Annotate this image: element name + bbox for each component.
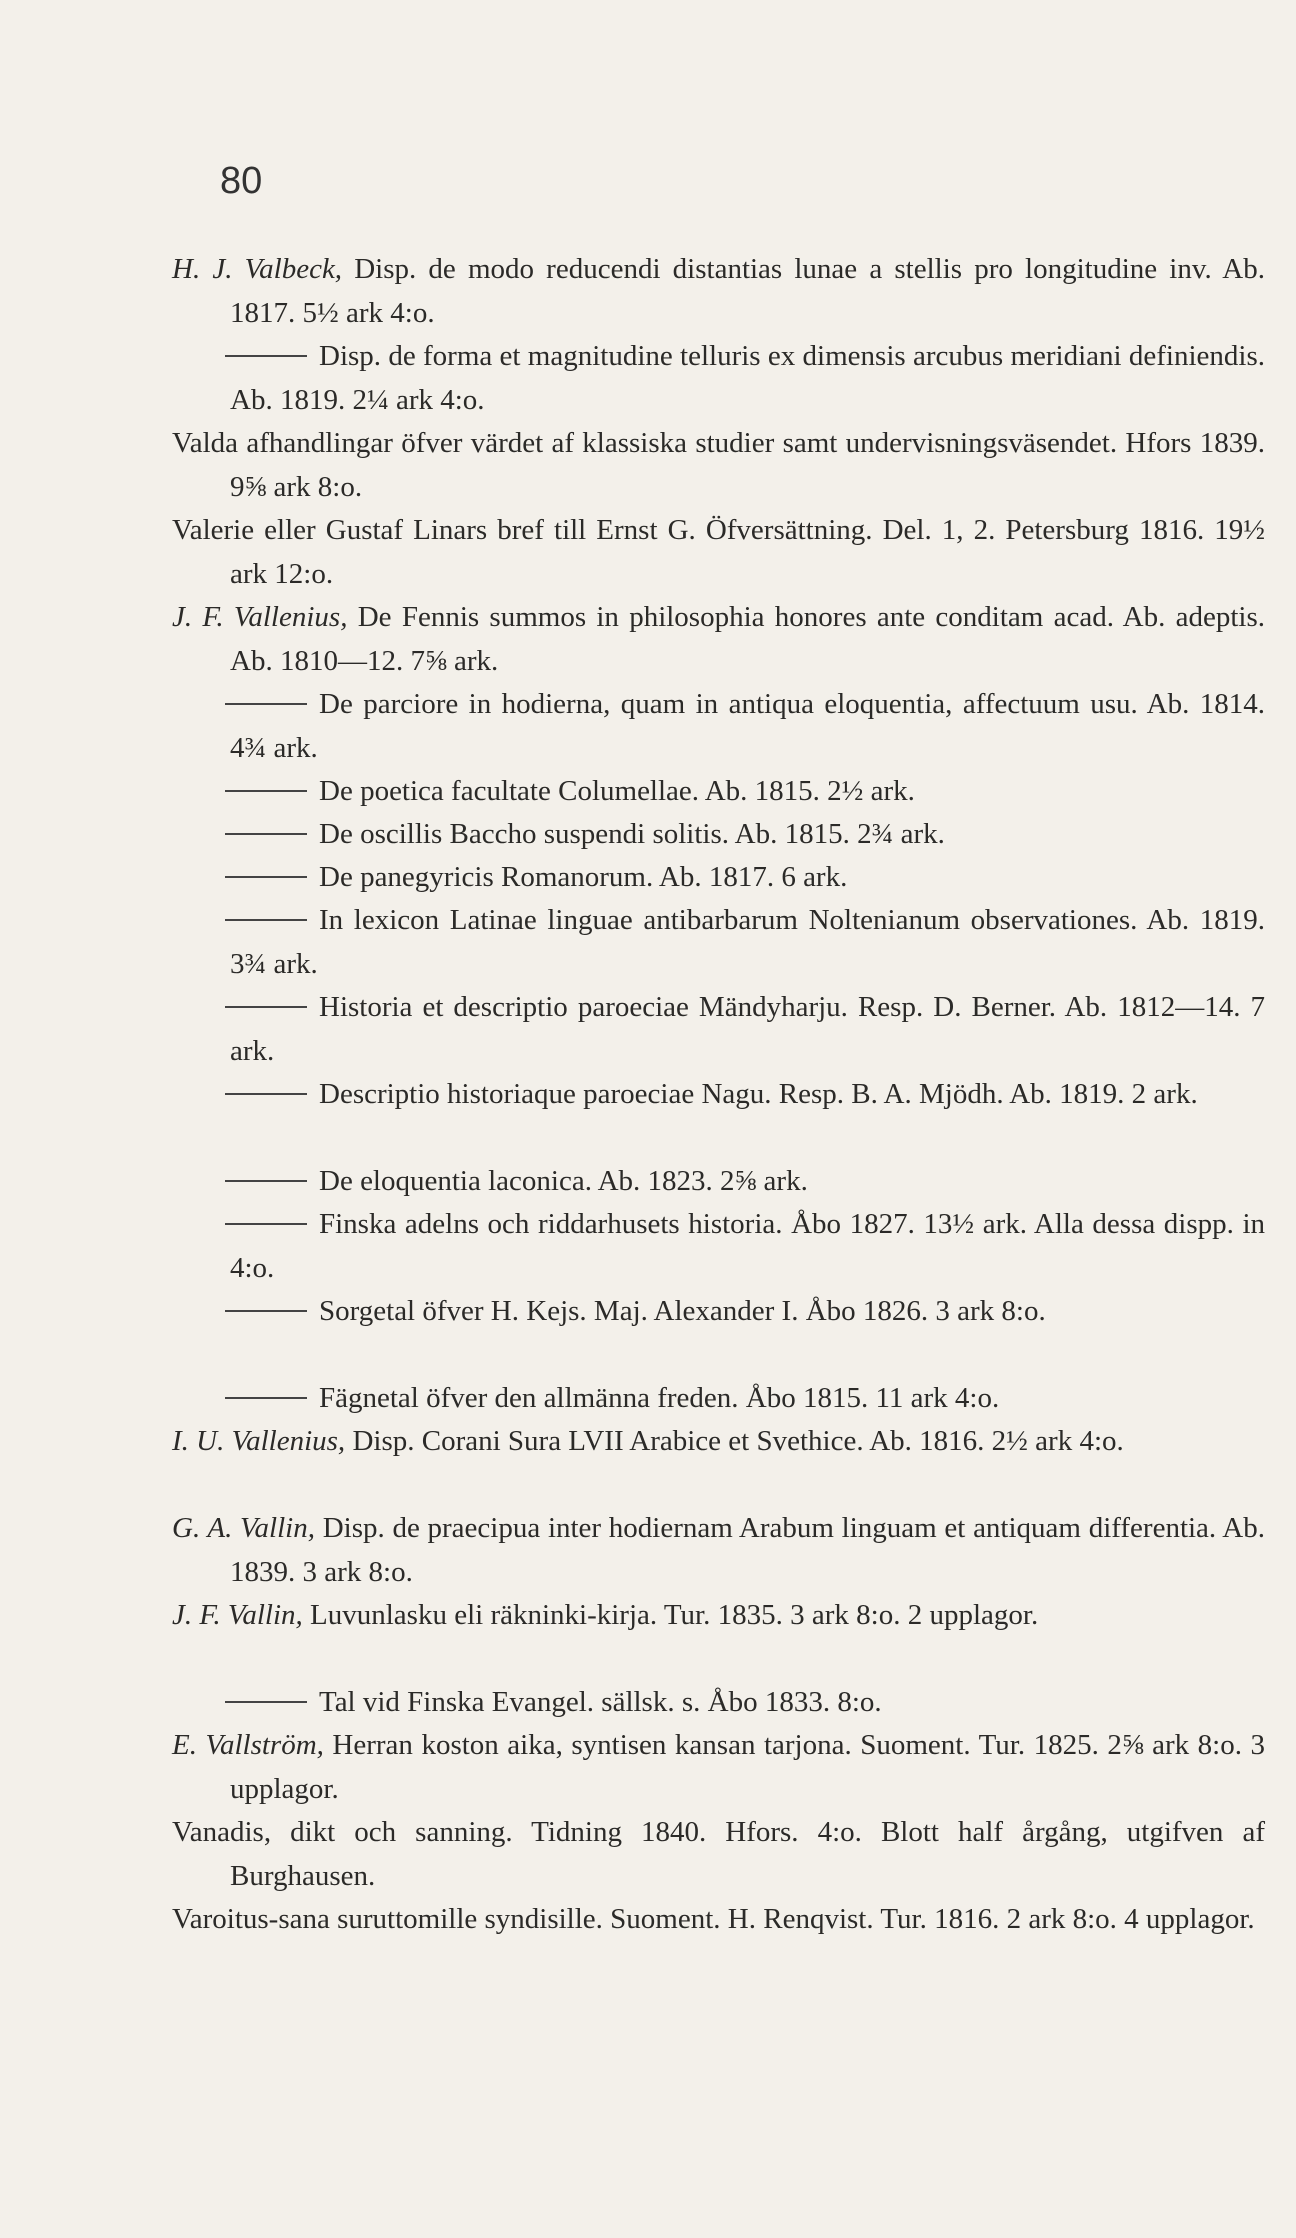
ditto-dash	[225, 919, 307, 921]
ditto-dash	[225, 1006, 307, 1008]
ditto-dash	[225, 790, 307, 792]
entry-vallenius-j-4	[172, 813, 1265, 857]
entry-text: Vanadis, dikt och sanning. Tidning 1840. Hfors. 4:o. Blott half årgång, utgifven af Burghausen.	[172, 1816, 1265, 1892]
entry-vallenius-j-10	[172, 1203, 1265, 1290]
author-name: H. J. Valbeck,	[172, 253, 343, 285]
author-name: I. U. Vallenius,	[172, 1425, 346, 1457]
entry-vallenius-j-9	[172, 1160, 1265, 1204]
entry-vallenius-i	[172, 1420, 1265, 1464]
author-name: E. Vallström,	[172, 1729, 324, 1761]
entry-vallenius-j-3	[172, 770, 1265, 814]
ditto-dash	[225, 1180, 307, 1182]
entry-vallstrom	[172, 1724, 1265, 1811]
entry-vallin-jf-2	[172, 1681, 1265, 1725]
entry-text: In lexicon Latinae linguae antibarbarum Noltenianum observationes. Ab. 1819. 3¾ ark.	[230, 904, 1265, 980]
entry-vallenius-j-6	[172, 899, 1265, 986]
ditto-dash	[225, 355, 307, 357]
entry-valda-afhandlingar	[172, 422, 1265, 509]
ditto-dash	[225, 1093, 307, 1095]
entry-text: Tal vid Finska Evangel. sällsk. s. Åbo 1833. 8:o.	[319, 1686, 882, 1718]
entry-vallenius-j-12	[172, 1377, 1265, 1421]
entry-text: Descriptio historiaque paroeciae Nagu. Resp. B. A. Mjödh. Ab. 1819. 2 ark.	[319, 1078, 1198, 1110]
ditto-dash	[225, 833, 307, 835]
page-number: 80	[220, 160, 263, 202]
entry-text: Finska adelns och riddarhusets historia. Åbo 1827. 13½ ark. Alla dessa dispp. in 4:o.	[230, 1208, 1265, 1284]
entry-vallenius-j-1	[172, 596, 1265, 683]
entry-text: De parciore in hodierna, quam in antiqua eloquentia, affectuum usu. Ab. 1814. 4¾ ark.	[230, 688, 1265, 764]
entry-text: Sorgetal öfver H. Kejs. Maj. Alexander I. Åbo 1826. 3 ark 8:o.	[319, 1295, 1046, 1327]
entry-vallenius-j-8	[172, 1073, 1265, 1117]
author-name: G. A. Vallin,	[172, 1512, 315, 1544]
entry-text: Valda afhandlingar öfver värdet af klassiska studier samt undervisningsväsendet. Hfors 1839. 9⅝ ark 8:o.	[172, 427, 1265, 503]
author-name: J. F. Vallin,	[172, 1599, 303, 1631]
entry-text: Varoitus-sana suruttomille syndisille. Suoment. H. Renqvist. Tur. 1816. 2 ark 8:o. 4 upplagor.	[172, 1903, 1255, 1935]
ditto-dash	[225, 876, 307, 878]
author-name: J. F. Vallenius,	[172, 601, 348, 633]
entry-text: Luvunlasku eli räkninki-kirja. Tur. 1835. 3 ark 8:o. 2 upplagor.	[302, 1599, 1039, 1631]
entry-text: Fägnetal öfver den allmänna freden. Åbo 1815. 11 ark 4:o.	[319, 1382, 1000, 1414]
entry-vallenius-j-11	[172, 1290, 1265, 1334]
entry-text: Disp. de forma et magnitudine telluris ex dimensis arcubus meridiani definiendis. Ab. 1819. 2¼ ark 4:o.	[230, 340, 1265, 416]
ditto-dash	[225, 1397, 307, 1399]
ditto-dash	[225, 1701, 307, 1703]
entry-valbeck-2	[172, 335, 1265, 422]
entry-vallin-jf-1	[172, 1594, 1265, 1638]
entry-vallenius-j-5	[172, 856, 1265, 900]
entry-text: De poetica facultate Columellae. Ab. 1815. 2½ ark.	[319, 775, 915, 807]
entry-text: De panegyricis Romanorum. Ab. 1817. 6 ark.	[319, 861, 848, 893]
entry-text: Disp. de praecipua inter hodiernam Arabum linguam et antiquam differentia. Ab. 1839. 3 ark 8:o.	[230, 1512, 1265, 1588]
entry-vallenius-j-7	[172, 986, 1265, 1073]
entry-vallin-ga	[172, 1507, 1265, 1594]
entry-text: De Fennis summos in philosophia honores ante conditam acad. Ab. adeptis. Ab. 1810—12. 7⅝ ark.	[230, 601, 1265, 677]
entry-varoitus-sana	[172, 1898, 1265, 1942]
entry-vallenius-j-2	[172, 683, 1265, 770]
ditto-dash	[225, 703, 307, 705]
entry-text: Disp. Corani Sura LVII Arabice et Svethice. Ab. 1816. 2½ ark 4:o.	[345, 1425, 1124, 1457]
ditto-dash	[225, 1223, 307, 1225]
ditto-dash	[225, 1310, 307, 1312]
entry-text: Historia et descriptio paroeciae Mändyharju. Resp. D. Berner. Ab. 1812—14. 7 ark.	[230, 991, 1265, 1067]
entry-text: Disp. de modo reducendi distantias lunae a stellis pro longitudine inv. Ab. 1817. 5½ ark 4:o.	[230, 253, 1265, 329]
entry-text: Herran koston aika, syntisen kansan tarjona. Suoment. Tur. 1825. 2⅝ ark 8:o. 3 upplagor.	[230, 1729, 1265, 1805]
entry-vanadis	[172, 1811, 1265, 1898]
entry-text: De eloquentia laconica. Ab. 1823. 2⅝ ark.	[319, 1165, 808, 1197]
entry-text: De oscillis Baccho suspendi solitis. Ab. 1815. 2¾ ark.	[319, 818, 945, 850]
entry-text: Valerie eller Gustaf Linars bref till Ernst G. Öfversättning. Del. 1, 2. Petersburg 1816. 19½ ark 12:o.	[172, 514, 1265, 590]
entry-valerie	[172, 509, 1265, 596]
entry-valbeck-1	[172, 248, 1265, 335]
